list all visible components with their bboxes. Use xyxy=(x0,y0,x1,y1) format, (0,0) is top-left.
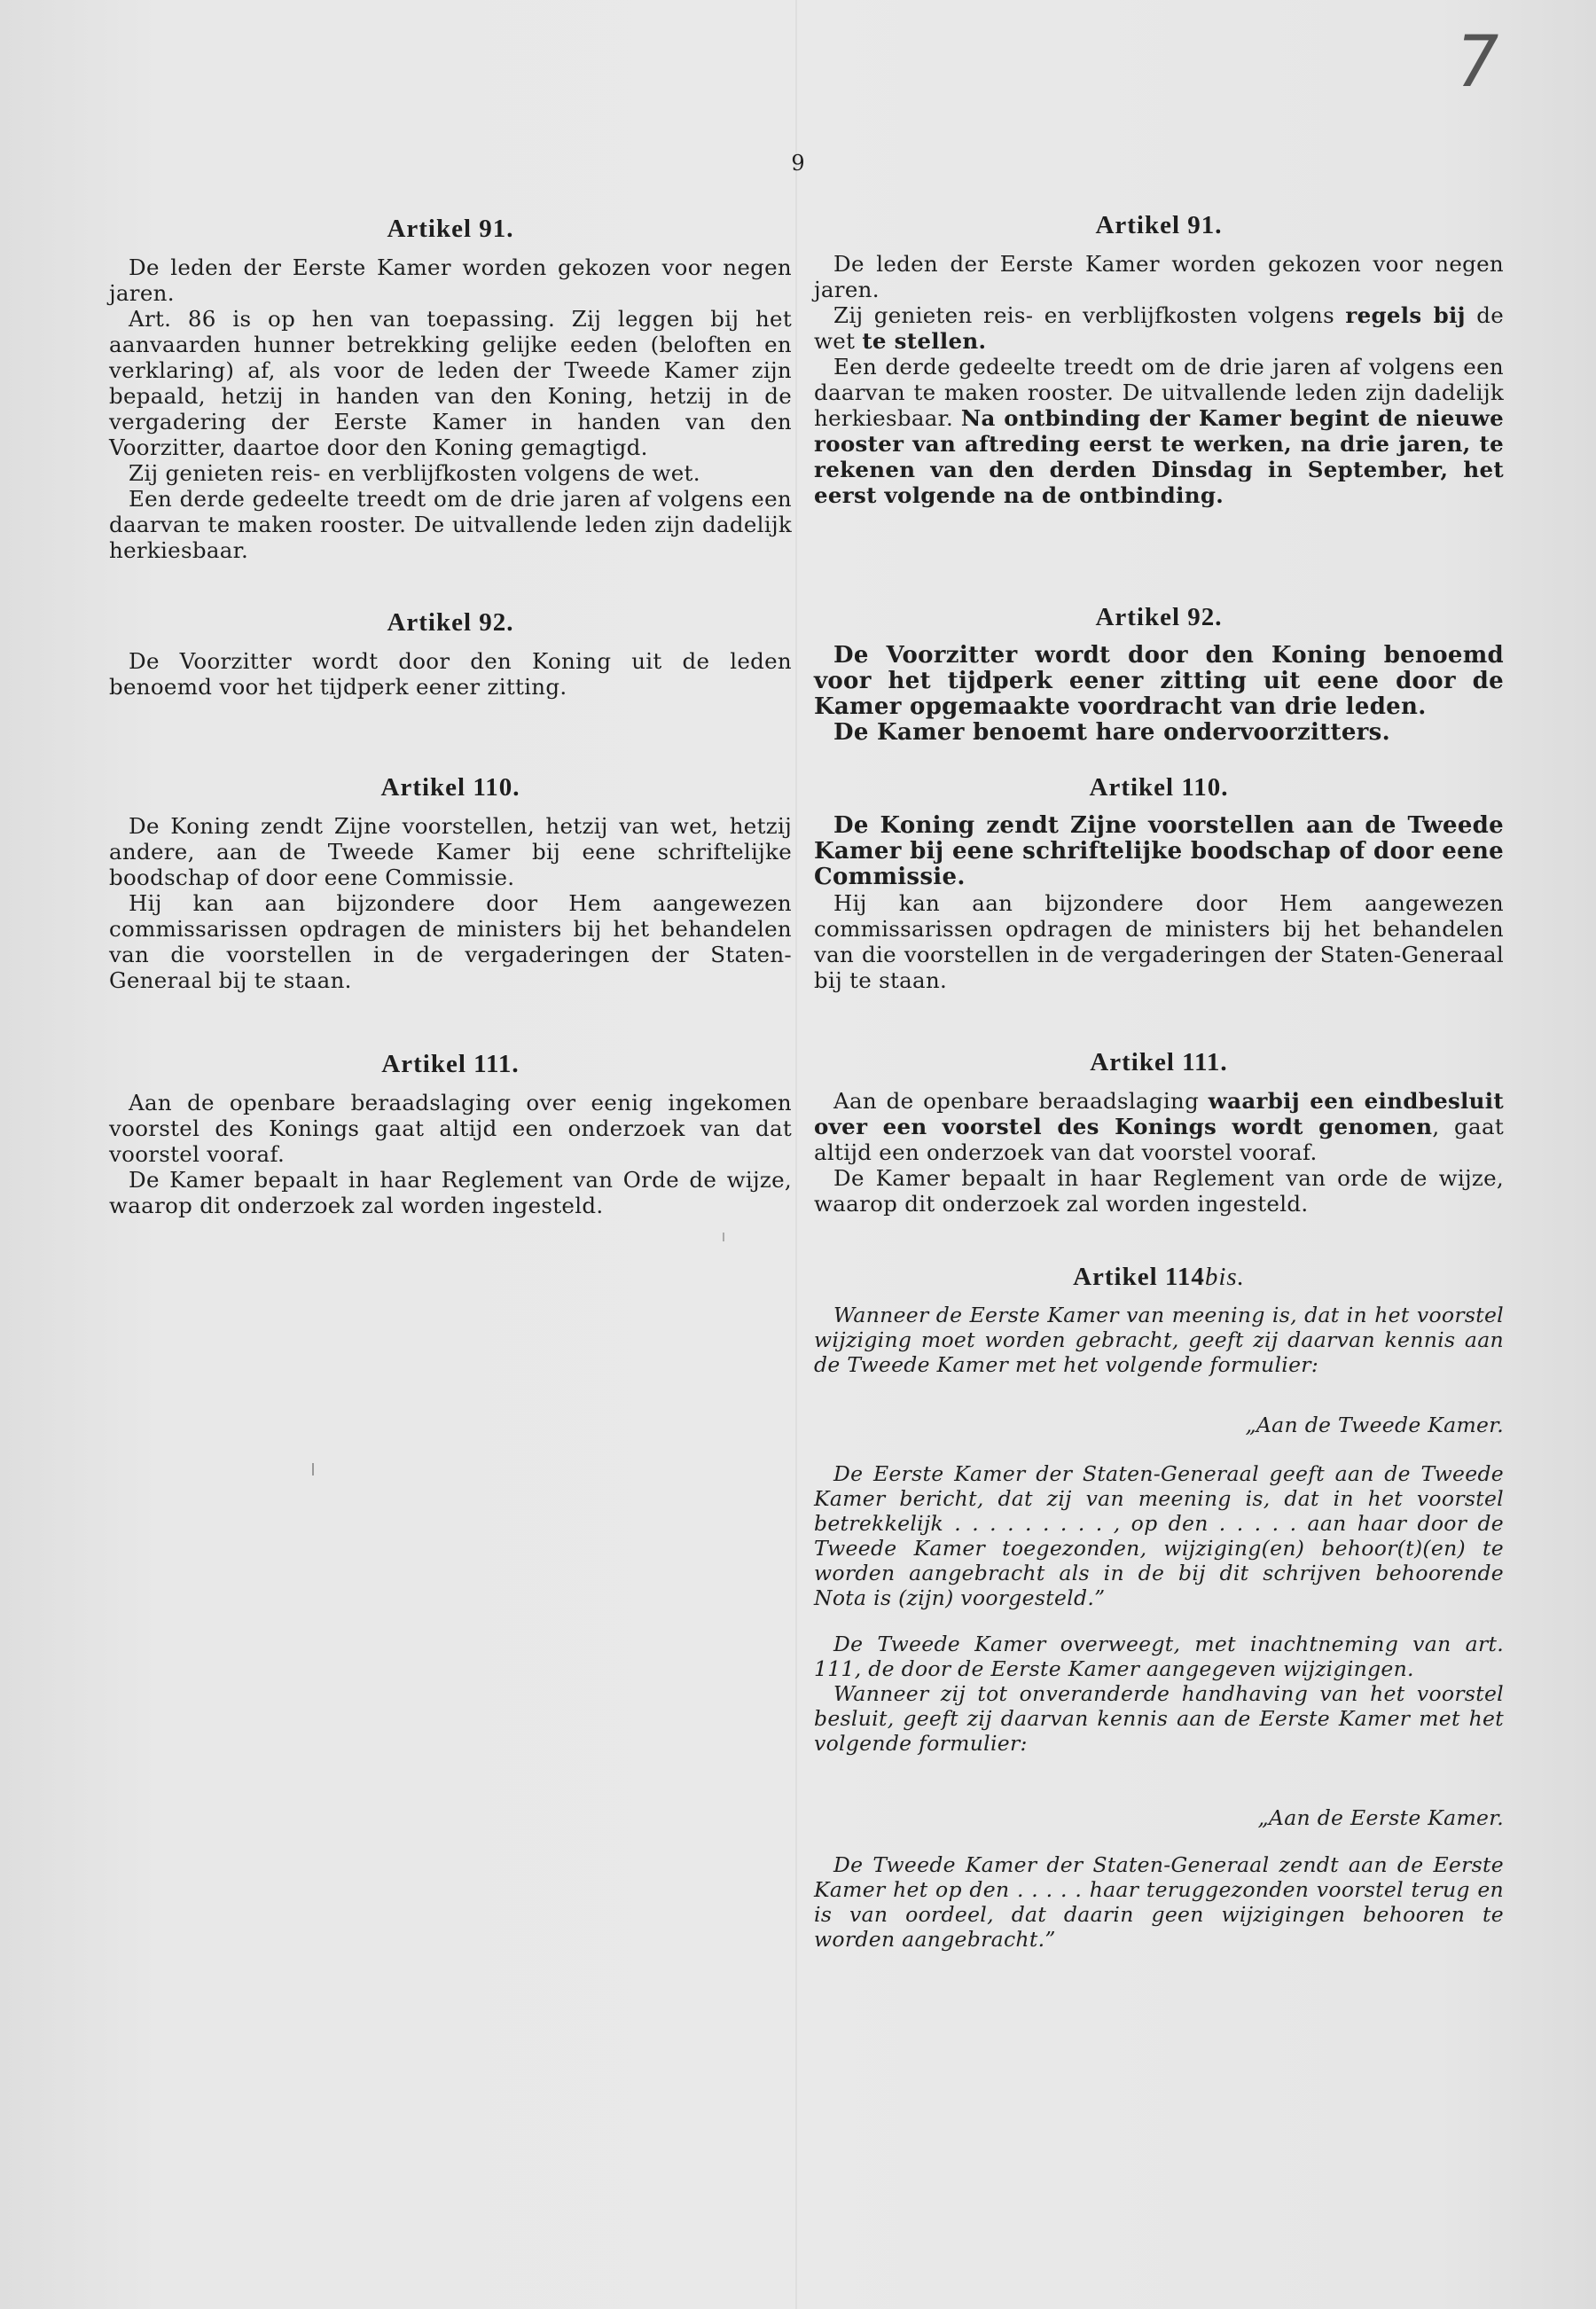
right-article-91 xyxy=(814,211,1504,508)
paragraph: De Voorzitter wordt door den Koning uit de leden benoemd voor het tijdperk eener zitting. xyxy=(109,648,792,700)
right-article-110 xyxy=(814,773,1504,993)
text-run: de wet xyxy=(814,302,1504,354)
paragraph: De Kamer bepaalt in haar Reglement van Orde de wijze, waarop dit onderzoek zal worden ingesteld. xyxy=(109,1167,792,1218)
amended-paragraph: De Koning zendt Zijne voorstellen aan de Tweede Kamer bij eene schriftelijke boodschap of door eene Commissie. xyxy=(814,812,1504,890)
paragraph xyxy=(814,302,1504,354)
left-article-91 xyxy=(109,215,792,563)
form-letter: De Eerste Kamer der Staten-Generaal geeft aan de Tweede Kamer bericht, dat zij van meening is, dat in het voorstel betrekkelijk . . . . . . . . . , op den . . . . . aan haar door de Tweede Kamer toegezonden, wijziging(en) behoor(t)(en) te worden aangebracht als in de bij dit schrijven behoorende Nota is (zijn) voorgesteld.” xyxy=(814,1461,1504,1610)
paragraph: Wanneer zij tot onveranderde handhaving van het voorstel besluit, geeft zij daarvan kennis aan de Eerste Kamer met het volgende formulier: xyxy=(814,1681,1504,1756)
text-run: , gaat altijd een onderzoek van dat voorstel vooraf. xyxy=(814,1114,1505,1165)
article-heading: Artikel 91. xyxy=(1095,211,1223,239)
right-article-111 xyxy=(814,1048,1504,1217)
paragraph xyxy=(814,354,1504,508)
addressee: „Aan de Tweede Kamer. xyxy=(1245,1413,1504,1437)
scan-speck xyxy=(312,1463,314,1475)
handwritten-mark: 7 xyxy=(1446,20,1507,103)
amended-text: waarbij een eindbesluit over een voorstel des Konings wordt genomen xyxy=(814,1088,1505,1139)
amended-text: regels bij xyxy=(1345,302,1466,328)
paragraph: Art. 86 is op hen van toepassing. Zij leggen bij het aanvaarden hunner betrekking gelijke eeden (beloften en verklaring) af, als voor de leden der Tweede Kamer zijn bepaald, hetzij in handen van den Koning, hetzij in de vergadering der Eerste Kamer in handen van den Voorzitter, daartoe door den Koning gemagtigd. xyxy=(109,306,792,460)
amended-paragraph: De Voorzitter wordt door den Koning benoemd voor het tijdperk eener zitting uit eene door de Kamer opgemaakte voordracht van drie leden. xyxy=(814,642,1504,720)
paragraph: Hij kan aan bijzondere door Hem aangewezen commissarissen opdragen de ministers bij het behandelen van die voorstellen in de vergaderingen der Staten-Generaal bij te staan. xyxy=(109,890,792,993)
amended-text: Na ontbinding der Kamer begint de nieuwe rooster van aftreding eerst te werken, na drie jaren, te rekenen van den derden Dinsdag in September, het eerst volgende na de ontbinding. xyxy=(814,405,1505,508)
paragraph: Hij kan aan bijzondere door Hem aangewezen commissarissen opdragen de ministers bij het behandelen van die voorstellen in de vergaderingen der Staten-Generaal bij te staan. xyxy=(814,890,1504,993)
text-run: Zij genieten reis- en verblijfkosten volgens xyxy=(833,302,1346,328)
paragraph: Wanneer de Eerste Kamer van meening is, dat in het voorstel wijziging moet worden gebracht, geeft zij daarvan kennis aan de Tweede Kamer met het volgende formulier: xyxy=(814,1303,1504,1377)
left-article-111 xyxy=(109,1050,792,1218)
form-letter: De Tweede Kamer der Staten-Generaal zendt aan de Eerste Kamer het op den . . . . . haar teruggezonden voorstel terug en is van oordeel, dat daarin geen wijzigingen behooren te worden aangebracht.” xyxy=(814,1852,1504,1952)
heading-suffix: bis. xyxy=(1204,1263,1245,1291)
article-heading xyxy=(814,1263,1504,1292)
article-heading: Artikel 91. xyxy=(387,215,514,243)
paragraph: De Kamer bepaalt in haar Reglement van orde de wijze, waarop dit onderzoek zal worden ingesteld. xyxy=(814,1165,1504,1217)
paragraph: De leden der Eerste Kamer worden gekozen voor negen jaren. xyxy=(109,254,792,306)
article-heading: Artikel 111. xyxy=(1090,1048,1228,1076)
paragraph xyxy=(814,1088,1504,1165)
paragraph: De Tweede Kamer overweegt, met inachtneming van art. 111, de door de Eerste Kamer aangegeven wijzigingen. xyxy=(814,1632,1504,1681)
paragraph: De leden der Eerste Kamer worden gekozen voor negen jaren. xyxy=(814,251,1504,302)
right-article-92 xyxy=(814,603,1504,746)
left-article-92 xyxy=(109,608,792,700)
paragraph: Aan de openbare beraadslaging over eenig ingekomen voorstel des Konings gaat altijd een onderzoek van dat voorstel vooraf. xyxy=(109,1090,792,1167)
scan-speck xyxy=(723,1233,724,1241)
text-run: Een derde gedeelte treedt om de drie jaren af volgens een daarvan te maken rooster. De uitvallende leden zijn dadelijk herkiesbaar. xyxy=(814,354,1504,431)
paragraph: Zij genieten reis- en verblijfkosten volgens de wet. xyxy=(129,460,700,486)
page-fold xyxy=(795,0,797,2309)
right-article-114bis xyxy=(814,1263,1504,1952)
heading-text: Artikel 114 xyxy=(1073,1263,1205,1291)
article-heading: Artikel 110. xyxy=(380,773,520,802)
amended-text: te stellen. xyxy=(862,328,987,354)
page-number: 9 xyxy=(791,151,805,176)
article-heading: Artikel 92. xyxy=(1095,603,1223,631)
text-run: Aan de openbare beraadslaging xyxy=(833,1088,1209,1114)
article-heading: Artikel 111. xyxy=(381,1050,520,1078)
article-heading: Artikel 92. xyxy=(387,608,514,637)
article-heading: Artikel 110. xyxy=(1089,773,1229,802)
left-article-110 xyxy=(109,773,792,993)
addressee: „Aan de Eerste Kamer. xyxy=(1257,1805,1504,1830)
paragraph: Een derde gedeelte treedt om de drie jaren af volgens een daarvan te maken rooster. De uitvallende leden zijn dadelijk herkiesbaar. xyxy=(109,486,792,563)
paragraph: De Koning zendt Zijne voorstellen, hetzij van wet, hetzij andere, aan de Tweede Kamer bij eene schriftelijke boodschap of door eene Commissie. xyxy=(109,813,792,890)
amended-paragraph: De Kamer benoemt hare ondervoorzitters. xyxy=(833,719,1390,746)
